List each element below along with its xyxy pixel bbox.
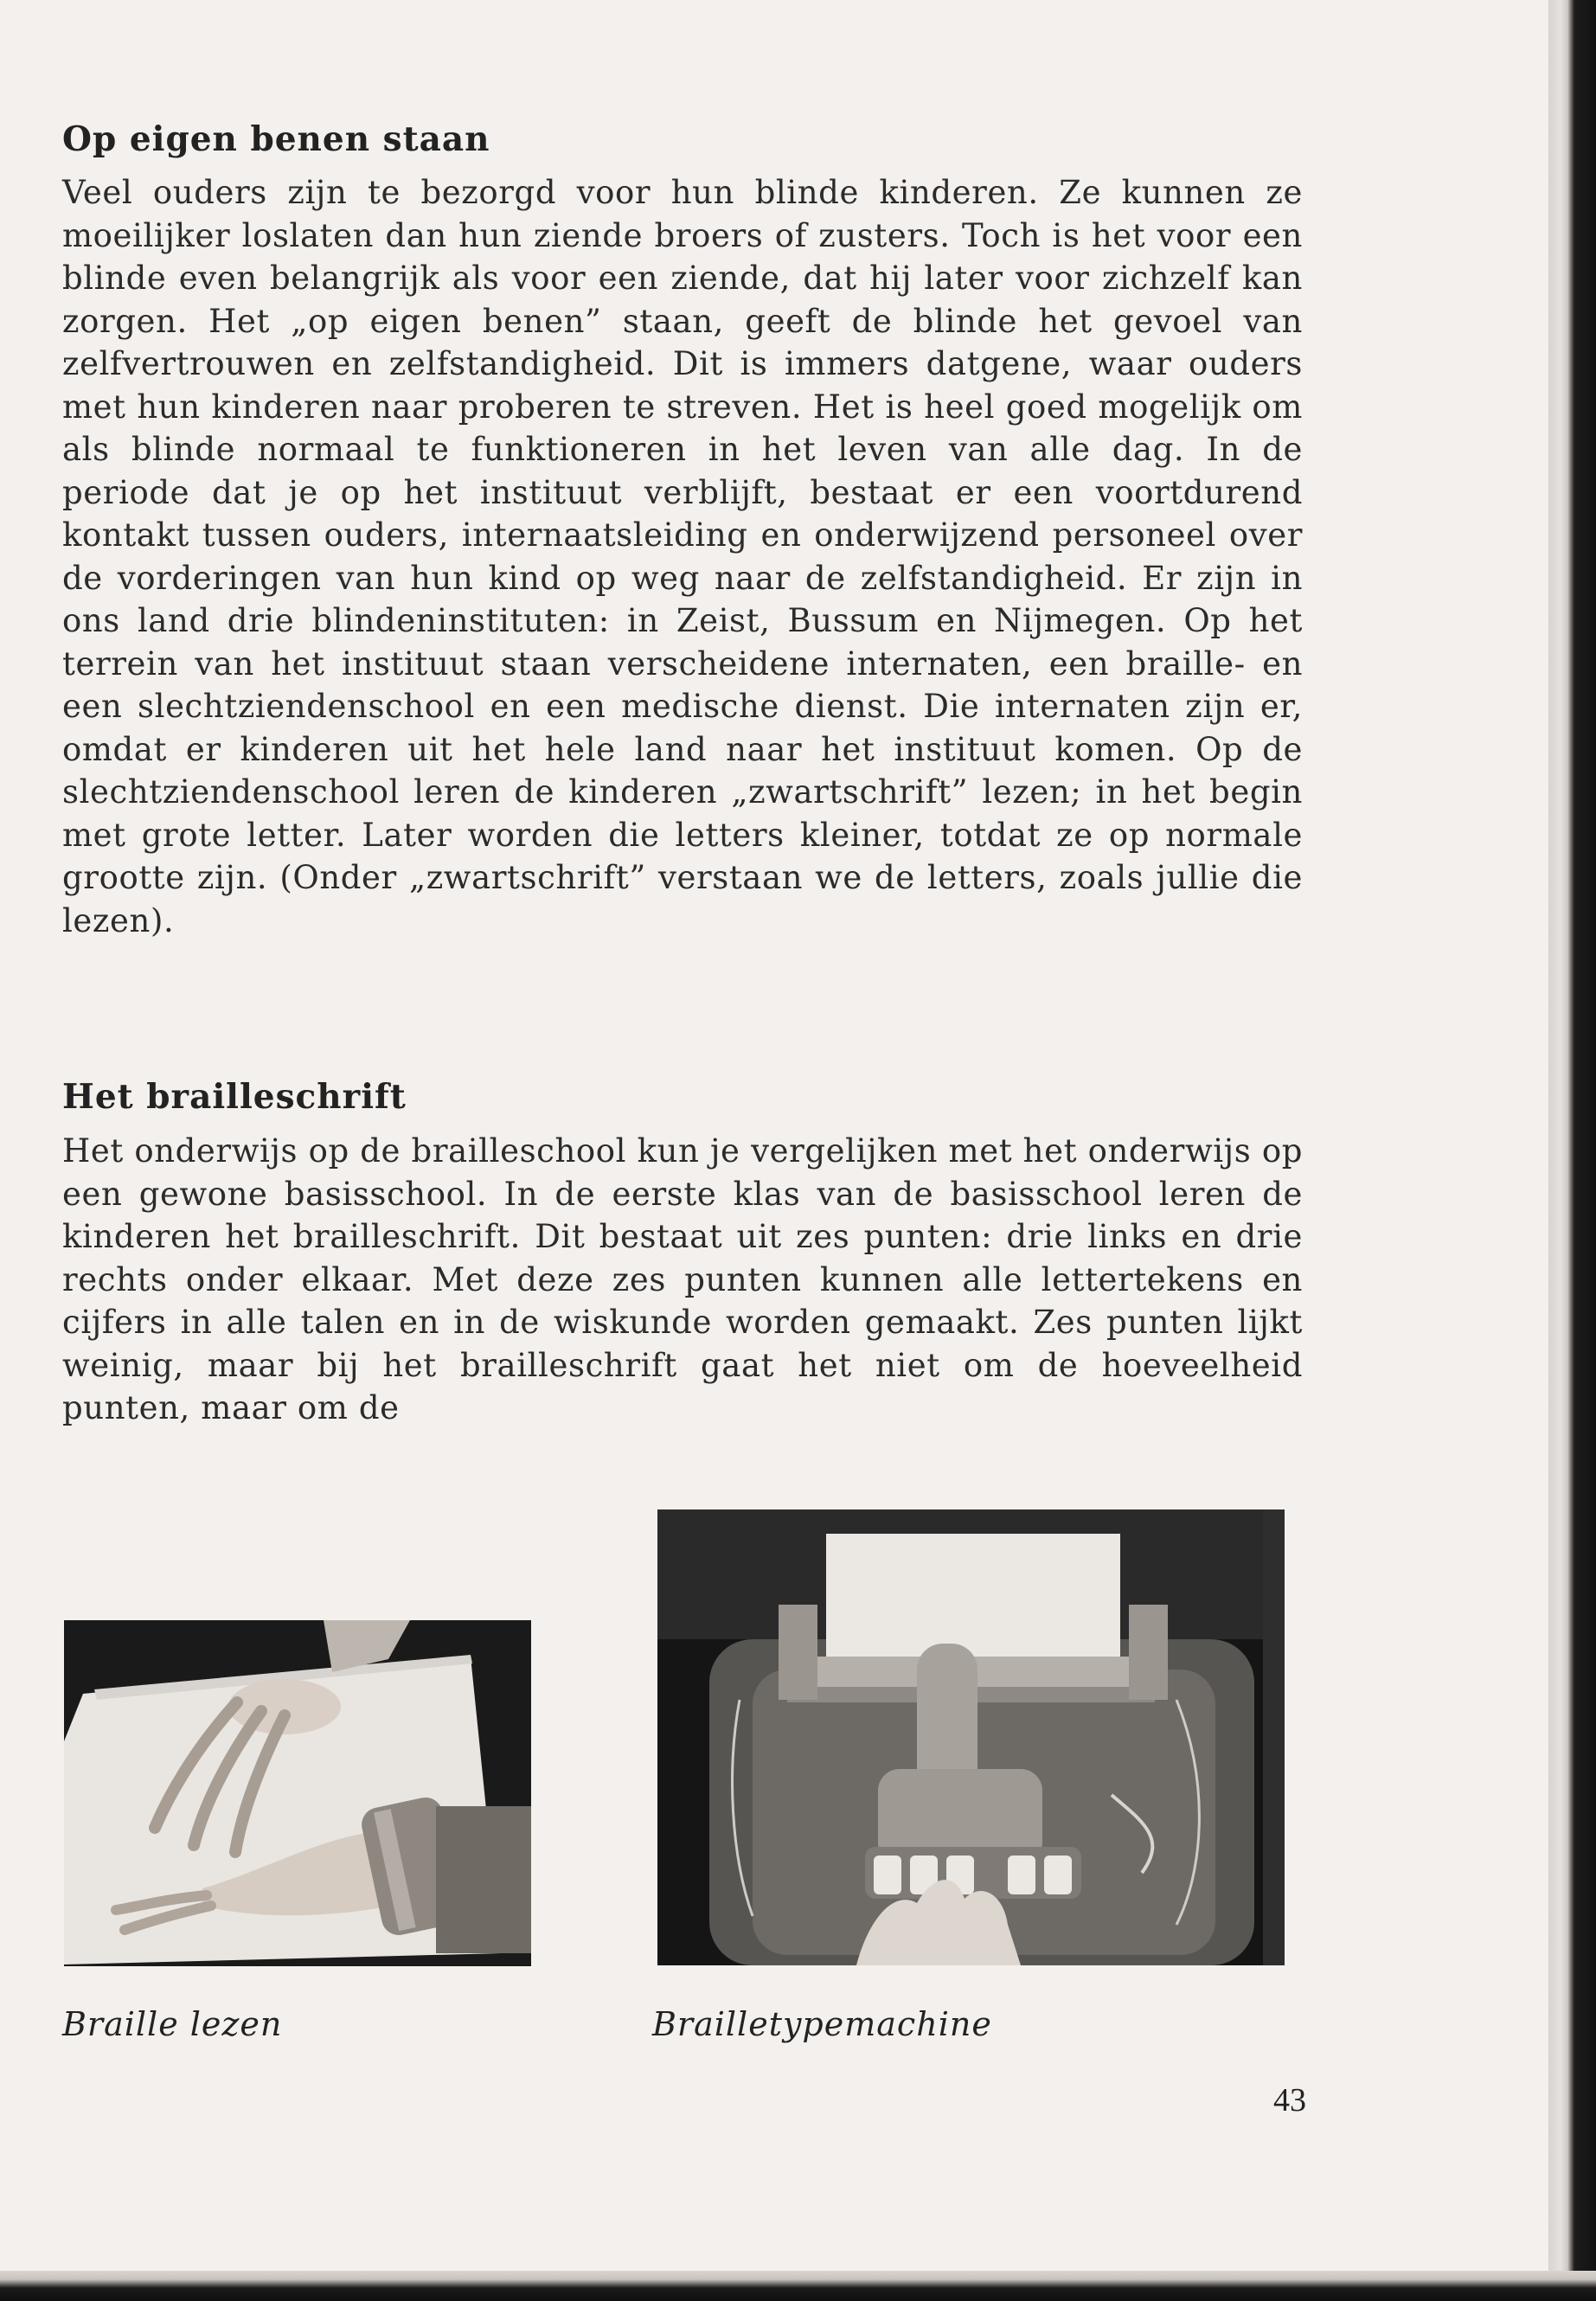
section-heading-op-eigen-benen: Op eigen benen staan (62, 119, 490, 159)
section-paragraph-brailleschrift: Het onderwijs op de brailleschool kun je vergelijken met het onderwijs op een gewone basisschool. In de eerste klas van de basisschool leren de kinderen het brailleschrift. Dit bestaat uit zes punten: drie links en drie rechts onder elkaar. Met deze zes punten kunnen alle lettertekens en cijfers in alle talen en in de wiskunde worden gemaakt. Zes punten lijkt weinig, maar bij het brailleschrift gaat het niet om de hoeveelheid punten, maar om de (62, 1132, 1303, 1426)
page-bottom-shadow (0, 2271, 1596, 2301)
caption-brailletypemachine: Brailletypemachine (652, 2005, 992, 2043)
caption-braille-lezen: Braille lezen (62, 2005, 283, 2043)
photo-braille-reading (64, 1620, 531, 1966)
page-edge-shadow (1548, 0, 1596, 2301)
hands-reading-braille-photo (64, 1620, 531, 1966)
braille-typewriter-photo (657, 1509, 1285, 1965)
section-heading-brailleschrift: Het brailleschrift (62, 1077, 407, 1117)
page-number: 43 (1273, 2082, 1306, 2118)
section-paragraph-op-eigen-benen: Veel ouders zijn te bezorgd voor hun blinde kinderen. Ze kunnen ze moeilijker loslaten dan hun ziende broers of zusters. Toch is het voor een blinde even belangrijk als voor een ziende, dat hij later voor zichzelf kan zorgen. Het „op eigen benen” staan, geeft de blinde het gevoel van zelfvertrouwen en zelfstandigheid. Dit is immers datgene, waar ouders met hun kinderen naar proberen te streven. Het is heel goed mogelijk om als blinde normaal te funktioneren in het leven van alle dag. In de periode dat je op het instituut verblijft, bestaat er een voortdurend kontakt tussen ouders, internaatsleiding en onderwijzend personeel over de vorderingen van hun kind op weg naar de zelfstandigheid. Er zijn in ons land drie blindeninstituten: in Zeist, Bussum en Nijmegen. Op het terrein van het instituut staan verscheidene internaten, een braille- en een slechtziendenschool en een medische dienst. Die internaten zijn er, omdat er kinderen uit het hele land naar het instituut komen. Op de slechtziendenschool leren de kinderen „zwartschrift” lezen; in het begin met grote letter. Later worden die letters kleiner, totdat ze op normale grootte zijn. (Onder „zwartschrift” verstaan we de letters, zoals jullie die lezen). (62, 174, 1303, 939)
photo-braille-typewriter (657, 1509, 1285, 1965)
